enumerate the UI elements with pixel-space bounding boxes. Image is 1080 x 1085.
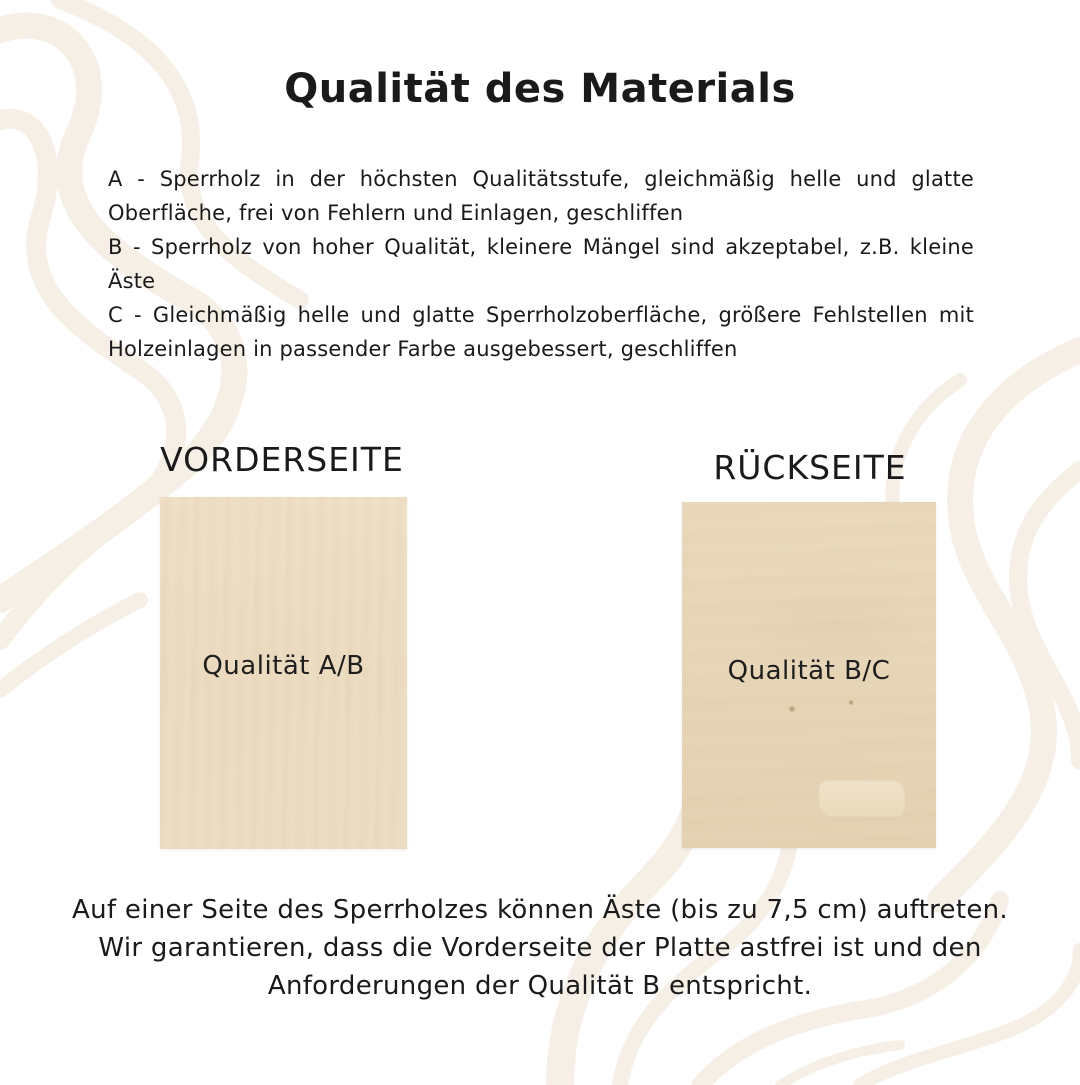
wood-knot-mark <box>848 700 854 705</box>
front-plywood-image <box>160 497 407 849</box>
quality-b-text: B - Sperrholz von hoher Qualität, kleinere Mängel sind akzeptabel, z.B. kleine Äste <box>108 235 974 293</box>
quality-c-text: C - Gleichmäßig helle und glatte Sperrholzoberfläche, größere Fehlstellen mit Holzeinlagen in passender Farbe ausgebessert, geschliffen <box>108 303 974 361</box>
quality-description <box>108 162 974 366</box>
wood-inlay-patch <box>818 780 906 818</box>
footer-note: Auf einer Seite des Sperrholzes können Äste (bis zu 7,5 cm) auftreten. Wir garantieren, dass die Vorderseite der Platte astfrei ist und den Anforderungen der Qualität B entspricht. <box>72 895 1008 1001</box>
back-side-label: RÜCKSEITE <box>713 448 907 487</box>
back-quality-label: Qualität B/C <box>727 656 891 686</box>
front-side-label: VORDERSEITE <box>160 440 404 479</box>
front-quality-label: Qualität A/B <box>202 651 365 681</box>
quality-a-text: A - Sperrholz in der höchsten Qualitätsstufe, gleichmäßig helle und glatte Oberfläche, frei von Fehlern und Einlagen, geschliffen <box>108 167 974 225</box>
page-title: Qualität des Materials <box>284 66 796 112</box>
back-plywood-image <box>682 502 936 848</box>
wood-knot-mark <box>788 706 796 712</box>
